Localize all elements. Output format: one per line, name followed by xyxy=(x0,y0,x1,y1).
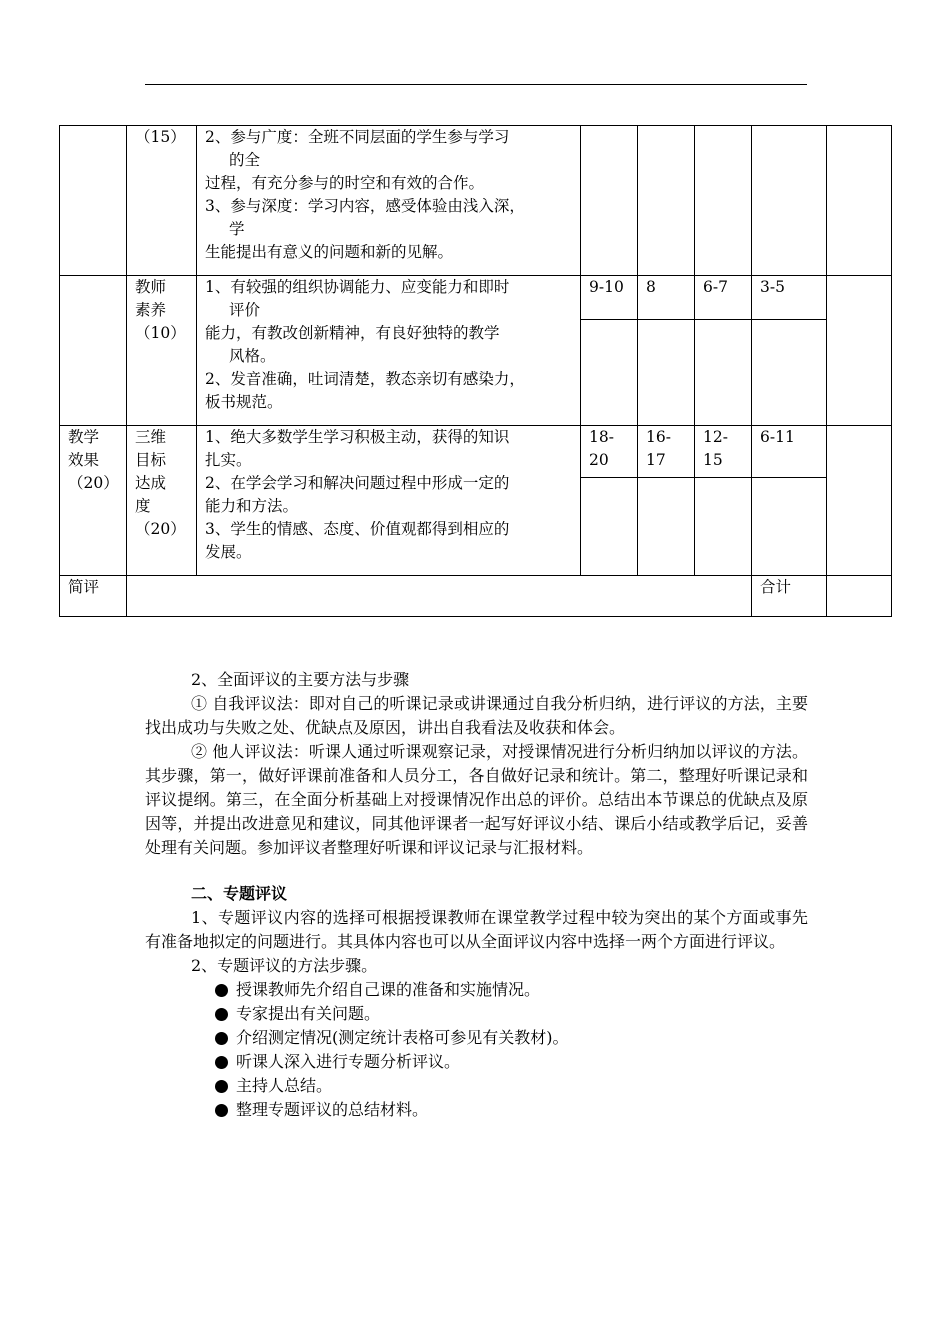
score-range-fair: 6-7 xyxy=(695,276,752,320)
criteria-cell xyxy=(197,126,581,276)
paragraph-peer-evaluation: ② 他人评议法：听课人通过听课观察记录，对授课情况进行分析归纳加以评议的方法。其步骤，第一，做好评课前准备和人员分工，各自做好记录和统计。第二，整理好听课记录和评议提纲。第三，在全面分析基础上对授课情况作出总的评价。总结出本节课总的优缺点及原因等，并提出改进意见和建议，同其他评课者一起写好评议小结、课后小结或教学后记，妥善处理有关问题。参加评议者整理好听课和评议记录与汇报材料。 xyxy=(145,742,808,857)
score-range-fair xyxy=(695,426,752,478)
header-rule xyxy=(145,84,807,85)
main-category-label: 效果 xyxy=(68,451,100,469)
table-row-participation xyxy=(60,126,892,276)
list-item-text: 专家提出有关问题。 xyxy=(236,1004,381,1023)
criteria-cell xyxy=(197,426,581,576)
score-range-poor xyxy=(752,426,827,478)
list-item xyxy=(215,1002,808,1026)
score-range-text: 20 xyxy=(589,451,609,469)
main-category-cell xyxy=(60,426,127,576)
score-range-good xyxy=(638,426,695,478)
steps-list xyxy=(145,978,808,1122)
score-range-text: 17 xyxy=(646,451,666,469)
result-cell xyxy=(827,426,892,576)
criteria-line: 1、绝大多数学生学习积极主动，获得的知识 xyxy=(205,428,510,446)
criteria-line: 扎实。 xyxy=(205,451,252,469)
main-category-score: （20） xyxy=(68,474,119,492)
score-input-cell xyxy=(638,320,695,426)
score-input-cell xyxy=(695,320,752,426)
list-item xyxy=(215,1098,808,1122)
main-category-cell xyxy=(60,276,127,426)
score-cell xyxy=(695,126,752,276)
sub-category-score: （20） xyxy=(135,520,186,538)
sub-category-label: 教师 xyxy=(135,278,167,296)
bullet-icon xyxy=(215,1008,228,1021)
criteria-line: 3、学生的情感、态度、价值观都得到相应的 xyxy=(205,520,510,538)
criteria-line: 学 xyxy=(229,220,245,238)
criteria-cell xyxy=(197,276,581,426)
bullet-icon xyxy=(215,1056,228,1069)
sub-category-label: 三维 xyxy=(135,428,167,446)
score-range-poor: 3-5 xyxy=(752,276,827,320)
score-input-cell xyxy=(752,478,827,576)
criteria-line: 3、参与深度：学习内容，感受体验由浅入深， xyxy=(205,197,525,215)
criteria-line: 发展。 xyxy=(205,543,252,561)
total-label: 合计 xyxy=(752,576,827,617)
score-range-good: 8 xyxy=(638,276,695,320)
main-category-label: 教学 xyxy=(68,428,100,446)
sub-category-label: 素养 xyxy=(135,301,167,319)
sub-category-score: （15） xyxy=(135,128,186,146)
list-item-text: 听课人深入进行专题分析评议。 xyxy=(236,1052,461,1071)
sub-category-label: 目标 xyxy=(135,451,167,469)
criteria-line: 的全 xyxy=(229,151,261,169)
list-item xyxy=(215,978,808,1002)
sub-category-cell xyxy=(127,126,197,276)
paragraph-topic-steps: 2、专题评议的方法步骤。 xyxy=(191,956,378,975)
table-row-teaching-effect xyxy=(60,426,892,478)
paragraph-topic-content: 1、专题评议内容的选择可根据授课教师在课堂教学过程中较为突出的某个方面或事先有准备地拟定的问题进行。其具体内容也可以从全面评议内容中选择一两个方面进行评议。 xyxy=(145,908,808,951)
section-heading: 二、专题评议 xyxy=(191,884,288,903)
table-row-summary xyxy=(60,576,892,617)
criteria-line: 风格。 xyxy=(229,347,276,365)
score-input-cell xyxy=(695,478,752,576)
criteria-line: 2、参与广度：全班不同层面的学生参与学习 xyxy=(205,128,510,146)
score-cell xyxy=(752,126,827,276)
sub-category-cell xyxy=(127,426,197,576)
criteria-line: 评价 xyxy=(229,301,261,319)
summary-label: 简评 xyxy=(60,576,127,617)
bullet-icon xyxy=(215,984,228,997)
criteria-line: 能力和方法。 xyxy=(205,497,299,515)
total-value-cell xyxy=(827,576,892,617)
paragraph-self-evaluation: ① 自我评议法：即对自己的听课记录或讲课通过自我分析归纳，进行评议的方法，主要找出成功与失败之处、优缺点及原因，讲出自我看法及收获和体会。 xyxy=(145,694,808,737)
list-item-text: 介绍测定情况(测定统计表格可参见有关教材)。 xyxy=(236,1028,569,1047)
score-input-cell xyxy=(581,320,638,426)
criteria-line: 1、有较强的组织协调能力、应变能力和即时 xyxy=(205,278,510,296)
evaluation-table xyxy=(59,125,892,617)
score-input-cell xyxy=(752,320,827,426)
result-cell xyxy=(827,126,892,276)
criteria-line: 生能提出有意义的问题和新的见解。 xyxy=(205,243,454,261)
criteria-line: 2、在学会学习和解决问题过程中形成一定的 xyxy=(205,474,510,492)
score-range-text: 6-11 xyxy=(760,428,795,446)
summary-comment-cell xyxy=(127,576,752,617)
list-item xyxy=(215,1074,808,1098)
list-item-text: 主持人总结。 xyxy=(236,1076,333,1095)
bullet-icon xyxy=(215,1080,228,1093)
sub-category-cell xyxy=(127,276,197,426)
sub-category-label: 度 xyxy=(135,497,151,515)
sub-category-score: （10） xyxy=(135,324,186,342)
document-body xyxy=(145,668,808,1122)
section-subtitle: 2、全面评议的主要方法与步骤 xyxy=(191,670,410,689)
score-range-text: 15 xyxy=(703,451,723,469)
score-cell xyxy=(581,126,638,276)
list-item xyxy=(215,1026,808,1050)
sub-category-label: 达成 xyxy=(135,474,167,492)
criteria-line: 能力，有教改创新精神，有良好独特的教学 xyxy=(205,324,500,342)
score-range-text: 12- xyxy=(703,428,728,446)
list-item xyxy=(215,1050,808,1074)
score-range-excellent xyxy=(581,426,638,478)
bullet-icon xyxy=(215,1104,228,1117)
spacer xyxy=(145,860,808,882)
score-range-excellent: 9-10 xyxy=(581,276,638,320)
result-cell xyxy=(827,276,892,426)
list-item-text: 整理专题评议的总结材料。 xyxy=(236,1100,429,1119)
score-range-text: 16- xyxy=(646,428,671,446)
list-item-text: 授课教师先介绍自己课的准备和实施情况。 xyxy=(236,980,541,999)
table-row-teacher-quality xyxy=(60,276,892,320)
criteria-line: 板书规范。 xyxy=(205,393,283,411)
score-input-cell xyxy=(638,478,695,576)
score-range-text: 18- xyxy=(589,428,614,446)
score-cell xyxy=(638,126,695,276)
bullet-icon xyxy=(215,1032,228,1045)
criteria-line: 2、发音准确，吐词清楚，教态亲切有感染力， xyxy=(205,370,525,388)
criteria-line: 过程，有充分参与的时空和有效的合作。 xyxy=(205,174,485,192)
score-input-cell xyxy=(581,478,638,576)
main-category-cell xyxy=(60,126,127,276)
